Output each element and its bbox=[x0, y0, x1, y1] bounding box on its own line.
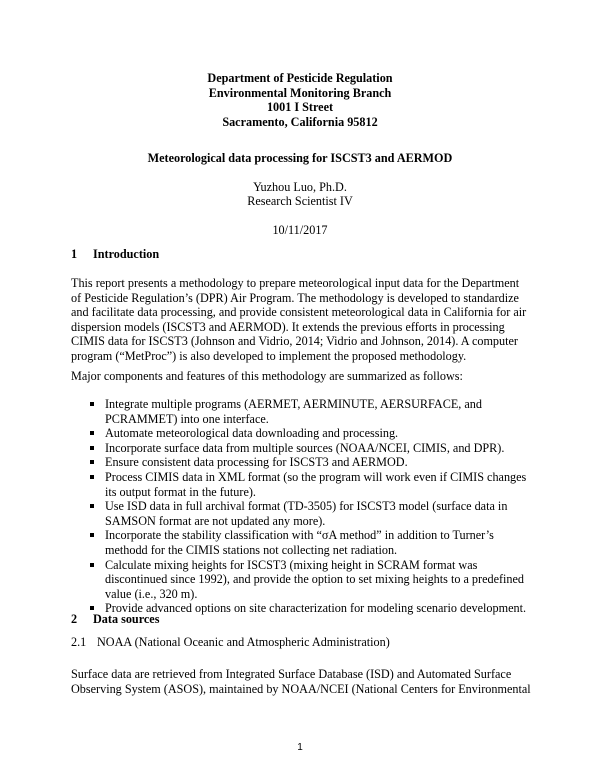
section-2-title: Data sources bbox=[93, 612, 160, 626]
page-number: 1 bbox=[297, 742, 303, 753]
section-1-heading bbox=[71, 247, 159, 262]
noaa-paragraph: Surface data are retrieved from Integrated Surface Database (ISD) and Automated Surface Observing System (ASOS), maintained by NOAA/NCEI (National Centers for Environmental bbox=[71, 667, 531, 696]
document-title: Meteorological data processing for ISCST3 and AERMOD bbox=[147, 151, 453, 165]
letterhead-city: Sacramento, California 95812 bbox=[222, 114, 378, 129]
letterhead-department: Department of Pesticide Regulation bbox=[207, 71, 393, 85]
section-1-number: 1 bbox=[71, 247, 78, 261]
section-2-number: 2 bbox=[71, 612, 78, 626]
letterhead-street: 1001 I Street bbox=[266, 100, 334, 115]
document-date: 10/11/2017 bbox=[272, 223, 328, 237]
subsection-2-1-number: 2.1 bbox=[71, 635, 87, 649]
list-item: Calculate mixing heights for ISCST3 (mixing height in SCRAM format was discontinued since 1992), and provide the option to set mixing heights to a predefined value (i.e., 320 m). bbox=[71, 558, 531, 602]
letterhead-branch: Environmental Monitoring Branch bbox=[208, 85, 392, 100]
list-item: Provide advanced options on site characterization for modeling scenario development. bbox=[71, 601, 531, 616]
section-1-title: Introduction bbox=[93, 247, 160, 261]
list-item: Incorporate the stability classification with “σA method” in addition to Turner’s methodd for the CIMIS stations not collecting net radiation. bbox=[71, 528, 531, 557]
section-2-heading bbox=[71, 612, 159, 627]
summary-lead: Major components and features of this methodology are summarized as follows: bbox=[71, 369, 463, 383]
intro-paragraph: This report presents a methodology to prepare meteorological input data for the Department of Pesticide Regulation’s (DPR) Air Program. The methodology is developed to standardize and facilitate data processing, and provide consistent meteorological data in California for air dispersion models (ISCST3 and AERMOD). It extends the previous efforts in processing CIMIS data for ISCST3 (Johnson and Vidrio, 2014; Vidrio and Johnson, 2014). A computer program (“MetProc”) is also developed to implement the proposed methodology. bbox=[71, 276, 527, 363]
feature-list bbox=[71, 397, 531, 616]
letterhead bbox=[0, 71, 600, 129]
list-item: Integrate multiple programs (AERMET, AERMINUTE, AERSURFACE, and PCRAMMET) into one interface. bbox=[71, 397, 531, 426]
list-item: Incorporate surface data from multiple sources (NOAA/NCEI, CIMIS, and DPR). bbox=[71, 441, 531, 456]
subsection-2-1-heading bbox=[71, 635, 390, 650]
author-name: Yuzhou Luo, Ph.D. bbox=[253, 180, 347, 194]
list-item: Use ISD data in full archival format (TD-3505) for ISCST3 model (surface data in SAMSON format are not updated any more). bbox=[71, 499, 531, 528]
subsection-2-1-title: NOAA (National Oceanic and Atmospheric Administration) bbox=[97, 635, 390, 649]
author-role: Research Scientist IV bbox=[247, 194, 353, 208]
list-item: Automate meteorological data downloading and processing. bbox=[71, 426, 531, 441]
list-item: Ensure consistent data processing for ISCST3 and AERMOD. bbox=[71, 455, 531, 470]
list-item: Process CIMIS data in XML format (so the program will work even if CIMIS changes its output format in the future). bbox=[71, 470, 531, 499]
